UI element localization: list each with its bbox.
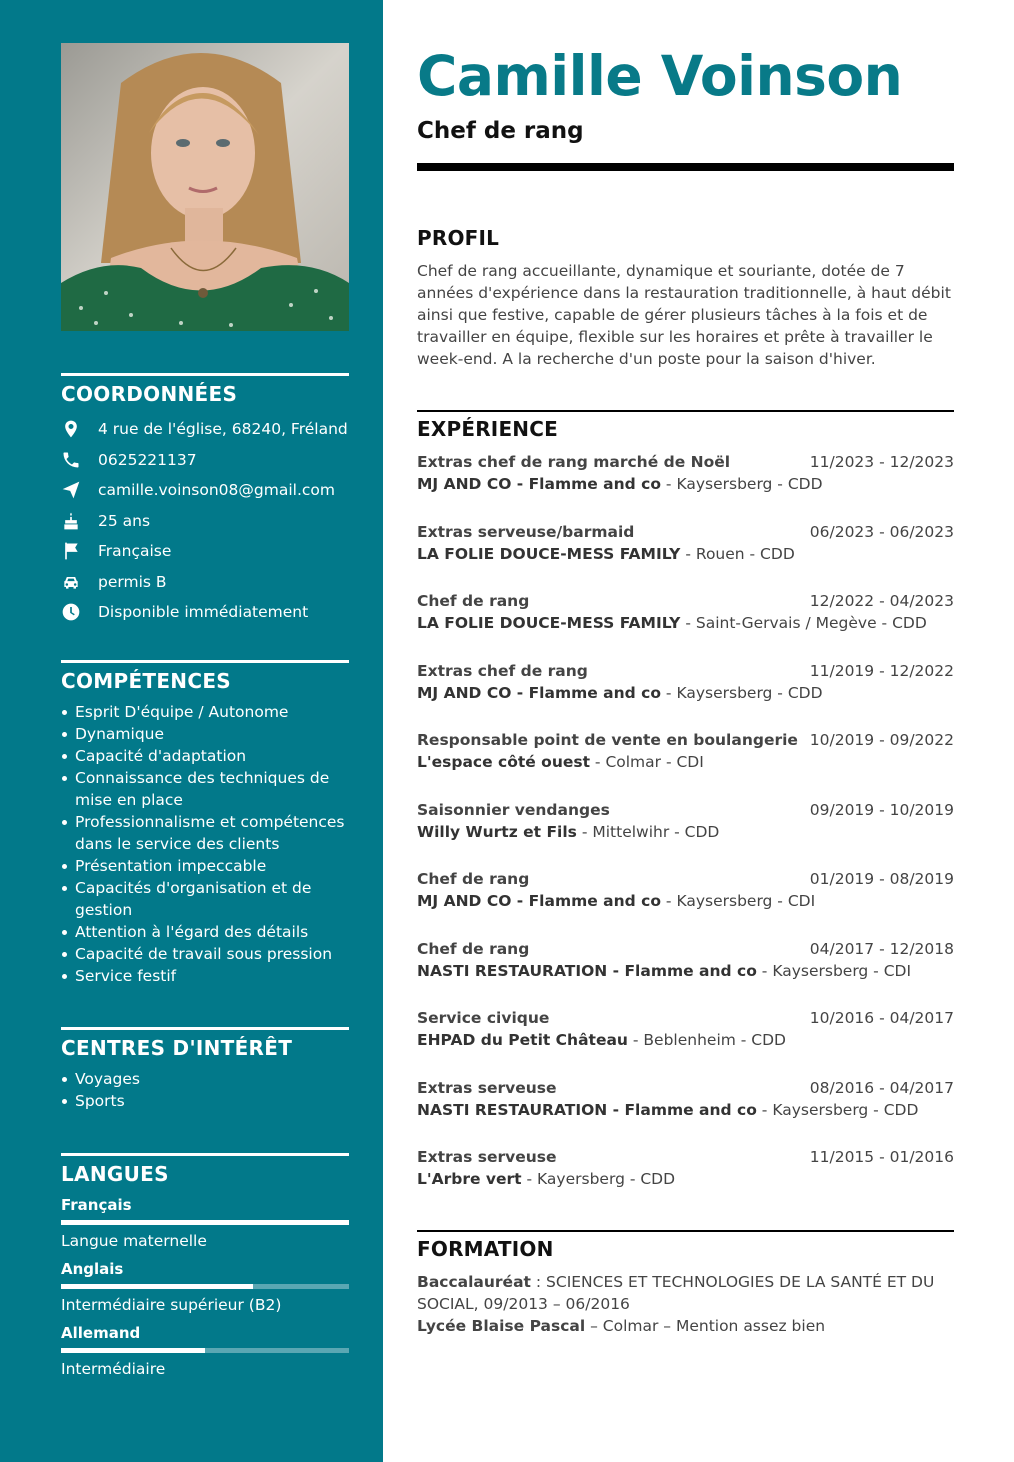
flag-icon [61, 541, 98, 561]
cake-icon [61, 511, 98, 531]
language-level-bar [61, 1348, 349, 1353]
education-degree-detail: : SCIENCES ET TECHNOLOGIES DE LA SANTÉ ET DU SOCIAL, 09/2013 – 06/2016 [417, 1273, 935, 1313]
list-item: Capacité de travail sous pression [61, 943, 349, 965]
contact-phone [61, 445, 349, 476]
contact-title: COORDONNÉES [61, 382, 238, 406]
language-level-fill [61, 1220, 349, 1225]
experience-employer: Willy Wurtz et Fils [417, 822, 577, 841]
header-divider [417, 163, 954, 171]
list-item: Service festif [61, 965, 349, 987]
languages-list [61, 1194, 349, 1380]
profile-title: PROFIL [417, 226, 500, 250]
language-item [61, 1322, 349, 1380]
portrait-image [61, 43, 349, 331]
language-level-bar [61, 1284, 349, 1289]
experience-role: Extras serveuse/barmaid [417, 522, 635, 541]
experience-item [417, 521, 954, 591]
contact-email [61, 475, 349, 506]
experience-dates: 09/2019 - 10/2019 [809, 800, 954, 819]
profile-photo [61, 43, 349, 331]
education-school-detail: – Colmar – Mention assez bien [585, 1317, 826, 1335]
experience-dates: 04/2017 - 12/2018 [809, 939, 954, 958]
interests-section [61, 1027, 349, 1112]
experience-details: - Kaysersberg - CDI [756, 961, 912, 980]
list-item: Connaissance des techniques de mise en place [61, 767, 349, 811]
section-divider [61, 1153, 349, 1156]
experience-employer: MJ AND CO - Flamme and co [417, 683, 661, 702]
experience-item [417, 660, 954, 730]
education-school: Lycée Blaise Pascal [417, 1317, 586, 1335]
experience-dates: 11/2023 - 12/2023 [809, 453, 954, 471]
language-name: Allemand [61, 1324, 141, 1342]
language-level-text: Intermédiaire supérieur (B2) [61, 1296, 282, 1314]
list-item: Présentation impeccable [61, 855, 349, 877]
list-item: Capacités d'organisation et de gestion [61, 877, 349, 921]
candidate-name: Camille Voinson [417, 44, 903, 108]
language-level-bar [61, 1220, 349, 1225]
list-item: Professionnalisme et compétences dans le service des clients [61, 811, 349, 855]
experience-list [417, 451, 954, 1216]
education-section [417, 1230, 954, 1337]
list-item: Dynamique [61, 723, 349, 745]
skills-title: COMPÉTENCES [61, 669, 231, 693]
interests-list [61, 1068, 349, 1112]
language-name: Français [61, 1196, 132, 1214]
list-item: Voyages [61, 1068, 349, 1090]
experience-dates: 06/2023 - 06/2023 [809, 522, 954, 541]
experience-dates: 11/2019 - 12/2022 [809, 661, 954, 680]
contact-text: camille.voinson08@gmail.com [98, 481, 335, 500]
experience-dates: 01/2019 - 08/2019 [809, 870, 954, 888]
experience-employer: L'Arbre vert [417, 1170, 522, 1188]
experience-role: Extras serveuse [417, 1148, 557, 1166]
list-item: Esprit D'équipe / Autonome [61, 701, 349, 723]
experience-role: Service civique [417, 1009, 550, 1027]
experience-details: - Kayersberg - CDD [521, 1170, 676, 1188]
experience-item [417, 729, 954, 799]
car-icon [61, 572, 98, 592]
experience-details: - Beblenheim - CDD [627, 1031, 786, 1049]
experience-employer: L'espace côté ouest [417, 753, 590, 771]
language-level-fill [61, 1284, 253, 1289]
contact-text: 0625221137 [98, 450, 197, 469]
experience-details: - Kaysersberg - CDD [661, 475, 823, 493]
language-item [61, 1258, 349, 1316]
contact-text: 4 rue de l'église, 68240, Fréland [98, 420, 348, 439]
experience-item [417, 1007, 954, 1077]
contact-address [61, 414, 349, 445]
experience-item [417, 1146, 954, 1216]
experience-employer: MJ AND CO - Flamme and co [417, 475, 661, 493]
experience-item [417, 938, 954, 1008]
experience-role: Responsable point de vente en boulangerie [417, 731, 798, 749]
contact-age [61, 506, 349, 537]
job-title: Chef de rang [417, 118, 584, 144]
experience-details: - Kaysersberg - CDD [661, 683, 823, 702]
experience-role: Saisonnier vendanges [417, 800, 610, 819]
list-item: Attention à l'égard des détails [61, 921, 349, 943]
experience-role: Extras serveuse [417, 1078, 557, 1097]
experience-employer: NASTI RESTAURATION - Flamme and co [417, 961, 757, 980]
map-pin-icon [61, 419, 98, 439]
skills-list [61, 701, 349, 987]
education-school-line [417, 1315, 954, 1337]
experience-employer: MJ AND CO - Flamme and co [417, 892, 661, 910]
experience-role: Extras chef de rang marché de Noël [417, 453, 731, 471]
profile-section [417, 224, 954, 370]
language-level-text: Langue maternelle [61, 1232, 207, 1250]
experience-dates: 08/2016 - 04/2017 [809, 1078, 954, 1097]
languages-title: LANGUES [61, 1162, 169, 1186]
contact-text: Disponible immédiatement [98, 603, 309, 622]
section-divider [417, 410, 954, 412]
experience-details: - Saint-Gervais / Megève - CDD [680, 614, 927, 632]
section-divider [61, 1027, 349, 1030]
experience-item [417, 868, 954, 938]
experience-item [417, 590, 954, 660]
contact-nationality [61, 536, 349, 567]
languages-section [61, 1153, 349, 1386]
experience-role: Extras chef de rang [417, 661, 588, 680]
experience-dates: 12/2022 - 04/2023 [809, 592, 954, 610]
contact-section [61, 373, 349, 628]
contact-availability [61, 597, 349, 628]
experience-dates: 10/2019 - 09/2022 [809, 731, 954, 749]
experience-role: Chef de rang [417, 939, 530, 958]
language-level-text: Intermédiaire [61, 1360, 166, 1378]
section-divider [417, 1230, 954, 1232]
experience-employer: NASTI RESTAURATION - Flamme and co [417, 1100, 757, 1119]
contact-text: Française [98, 542, 172, 561]
experience-employer: LA FOLIE DOUCE-MESS FAMILY [417, 614, 681, 632]
experience-section [417, 410, 954, 1216]
experience-details: - Mittelwihr - CDD [576, 822, 720, 841]
education-title: FORMATION [417, 1237, 554, 1261]
send-icon [61, 480, 98, 500]
language-name: Anglais [61, 1260, 124, 1278]
contact-license [61, 567, 349, 598]
experience-employer: EHPAD du Petit Château [417, 1031, 628, 1049]
experience-details: - Kaysersberg - CDI [661, 892, 816, 910]
experience-item [417, 799, 954, 869]
list-item: Sports [61, 1090, 349, 1112]
experience-role: Chef de rang [417, 592, 530, 610]
experience-title: EXPÉRIENCE [417, 417, 558, 441]
education-degree: Baccalauréat [417, 1273, 531, 1291]
section-divider [61, 660, 349, 663]
experience-dates: 10/2016 - 04/2017 [809, 1009, 954, 1027]
clock-icon [61, 602, 98, 622]
contact-text: permis B [98, 572, 167, 591]
section-divider [61, 373, 349, 376]
contact-text: 25 ans [98, 511, 151, 530]
skills-section [61, 660, 349, 987]
interests-title: CENTRES D'INTÉRÊT [61, 1036, 293, 1060]
phone-icon [61, 450, 98, 470]
experience-details: - Rouen - CDD [680, 544, 795, 563]
language-level-fill [61, 1348, 205, 1353]
profile-text: Chef de rang accueillante, dynamique et souriante, dotée de 7 années d'expérience dans la restauration traditionnelle, à haut débit ainsi que festive, capable de gérer plusieurs tâches à la fois et de travailler en équipe, flexible sur les horaires et prête à travailler le week-end. A la recherche d'un poste pour la saison d'hiver. [417, 262, 951, 368]
experience-item [417, 451, 954, 521]
sidebar [0, 0, 383, 1462]
experience-item [417, 1077, 954, 1147]
education-degree-line [417, 1271, 954, 1315]
list-item: Capacité d'adaptation [61, 745, 349, 767]
experience-dates: 11/2015 - 01/2016 [809, 1148, 954, 1166]
contact-list [61, 414, 349, 628]
experience-details: - Colmar - CDI [590, 753, 704, 771]
experience-employer: LA FOLIE DOUCE-MESS FAMILY [417, 544, 681, 563]
language-item [61, 1194, 349, 1252]
experience-details: - Kaysersberg - CDD [756, 1100, 919, 1119]
experience-role: Chef de rang [417, 870, 530, 888]
